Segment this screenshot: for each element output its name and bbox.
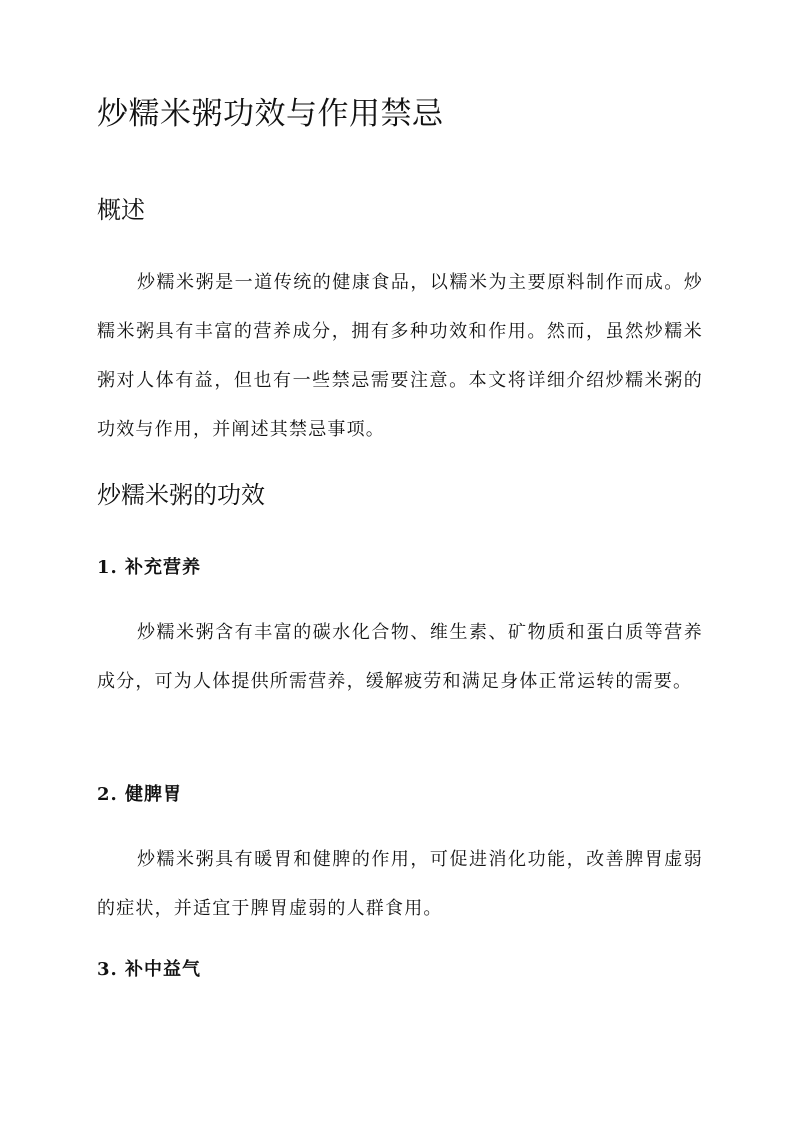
benefit-heading-2: 2. 健脾胃 bbox=[97, 784, 183, 805]
benefit-paragraph-1: 炒糯米粥含有丰富的碳水化合物、维生素、矿物质和蛋白质等营养成分，可为人体提供所需营养，缓解疲劳和满足身体正常运转的需要。 bbox=[97, 622, 703, 692]
benefit-heading-3: 3. 补中益气 bbox=[97, 959, 202, 980]
benefit-heading-1: 1. 补充营养 bbox=[97, 557, 202, 578]
section-heading-overview: 概述 bbox=[97, 196, 145, 224]
benefit-paragraph-2: 炒糯米粥具有暖胃和健脾的作用，可促进消化功能，改善脾胃虚弱的症状，并适宜于脾胃虚弱的人群食用。 bbox=[97, 849, 703, 919]
overview-paragraph: 炒糯米粥是一道传统的健康食品，以糯米为主要原料制作而成。炒糯米粥具有丰富的营养成分，拥有多种功效和作用。然而，虽然炒糯米粥对人体有益，但也有一些禁忌需要注意。本文将详细介绍炒糯米粥的功效与作用，并阐述其禁忌事项。 bbox=[97, 272, 703, 440]
section-heading-benefits: 炒糯米粥的功效 bbox=[97, 481, 265, 509]
document-title: 炒糯米粥功效与作用禁忌 bbox=[97, 96, 444, 132]
